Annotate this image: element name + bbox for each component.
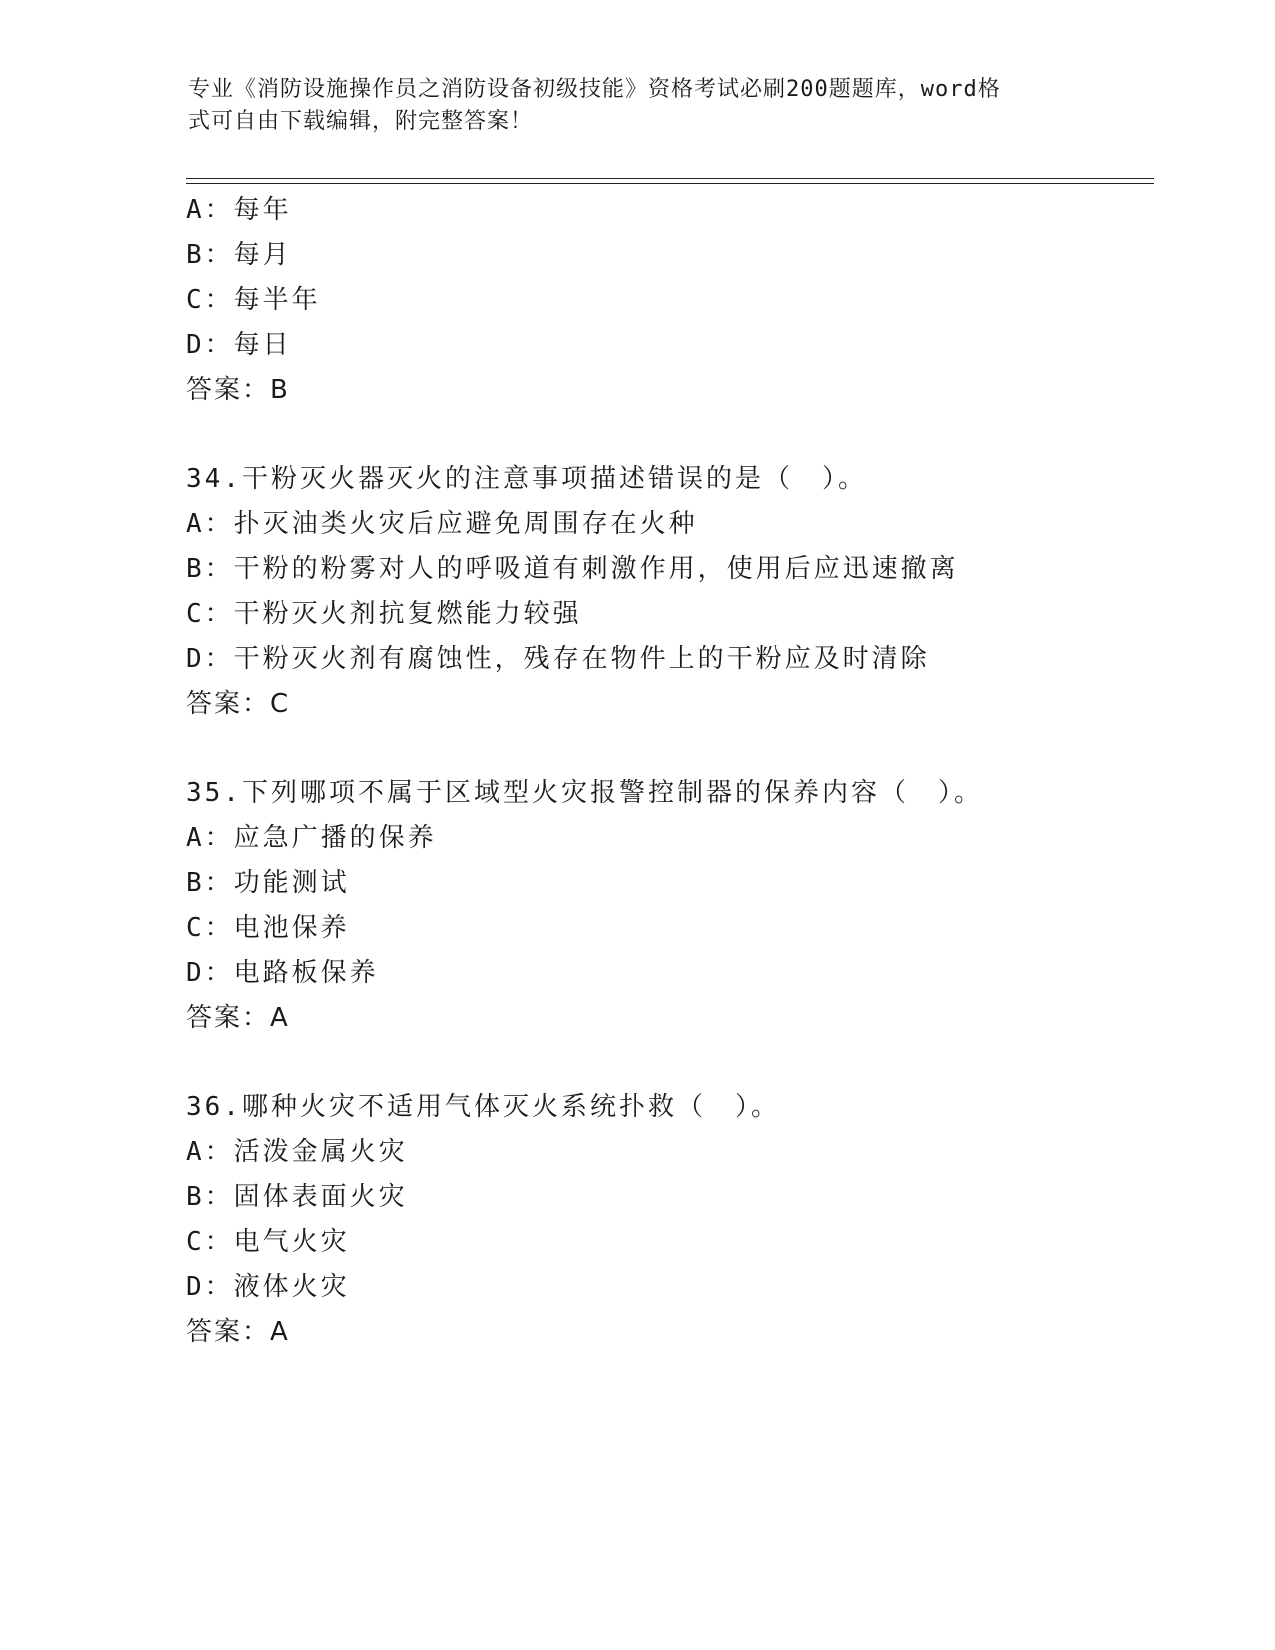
question-34-option-c: C：干粉灭火剂抗复燃能力较强: [186, 599, 582, 629]
question-36-answer: 答案：A: [186, 1317, 290, 1347]
question-36-option-a: A：活泼金属火灾: [186, 1137, 408, 1167]
question-34-option-d: D：干粉灭火剂有腐蚀性，残存在物件上的干粉应及时清除: [186, 644, 930, 674]
question-36-option-c: C：电气火灾: [186, 1227, 350, 1257]
header-divider-bottom: [186, 183, 1154, 184]
question-36-title: 36.哪种火灾不适用气体灭火系统扑救（ ）。: [186, 1092, 780, 1122]
prev-option-c: C：每半年: [186, 285, 321, 315]
question-34-title: 34.干粉灭火器灭火的注意事项描述错误的是（ ）。: [186, 464, 867, 494]
question-35-option-d: D：电路板保养: [186, 958, 379, 988]
question-35-answer: 答案：A: [186, 1003, 290, 1033]
prev-option-a: A：每年: [186, 195, 292, 225]
header-line-2: 式可自由下载编辑，附完整答案！: [188, 109, 534, 134]
question-36-option-d: D：液体火灾: [186, 1272, 350, 1302]
prev-option-d: D：每日: [186, 330, 292, 360]
question-35-option-c: C：电池保养: [186, 913, 350, 943]
question-34-option-b: B：干粉的粉雾对人的呼吸道有刺激作用，使用后应迅速撤离: [186, 554, 959, 584]
question-35-title: 35.下列哪项不属于区域型火灾报警控制器的保养内容（ ）。: [186, 778, 983, 808]
question-35-option-b: B：功能测试: [186, 868, 350, 898]
question-35-option-a: A：应急广播的保养: [186, 823, 437, 853]
question-34-option-a: A：扑灭油类火灾后应避免周围存在火种: [186, 509, 698, 539]
question-36-option-b: B：固体表面火灾: [186, 1182, 408, 1212]
document-header: [188, 74, 1088, 138]
header-line-1: 专业《消防设施操作员之消防设备初级技能》资格考试必刷200题题库，word格: [188, 77, 1001, 102]
prev-option-b: B：每月: [186, 240, 292, 270]
prev-answer: 答案：B: [186, 375, 290, 405]
header-divider-top: [186, 178, 1154, 179]
question-34-answer: 答案：C: [186, 689, 291, 719]
